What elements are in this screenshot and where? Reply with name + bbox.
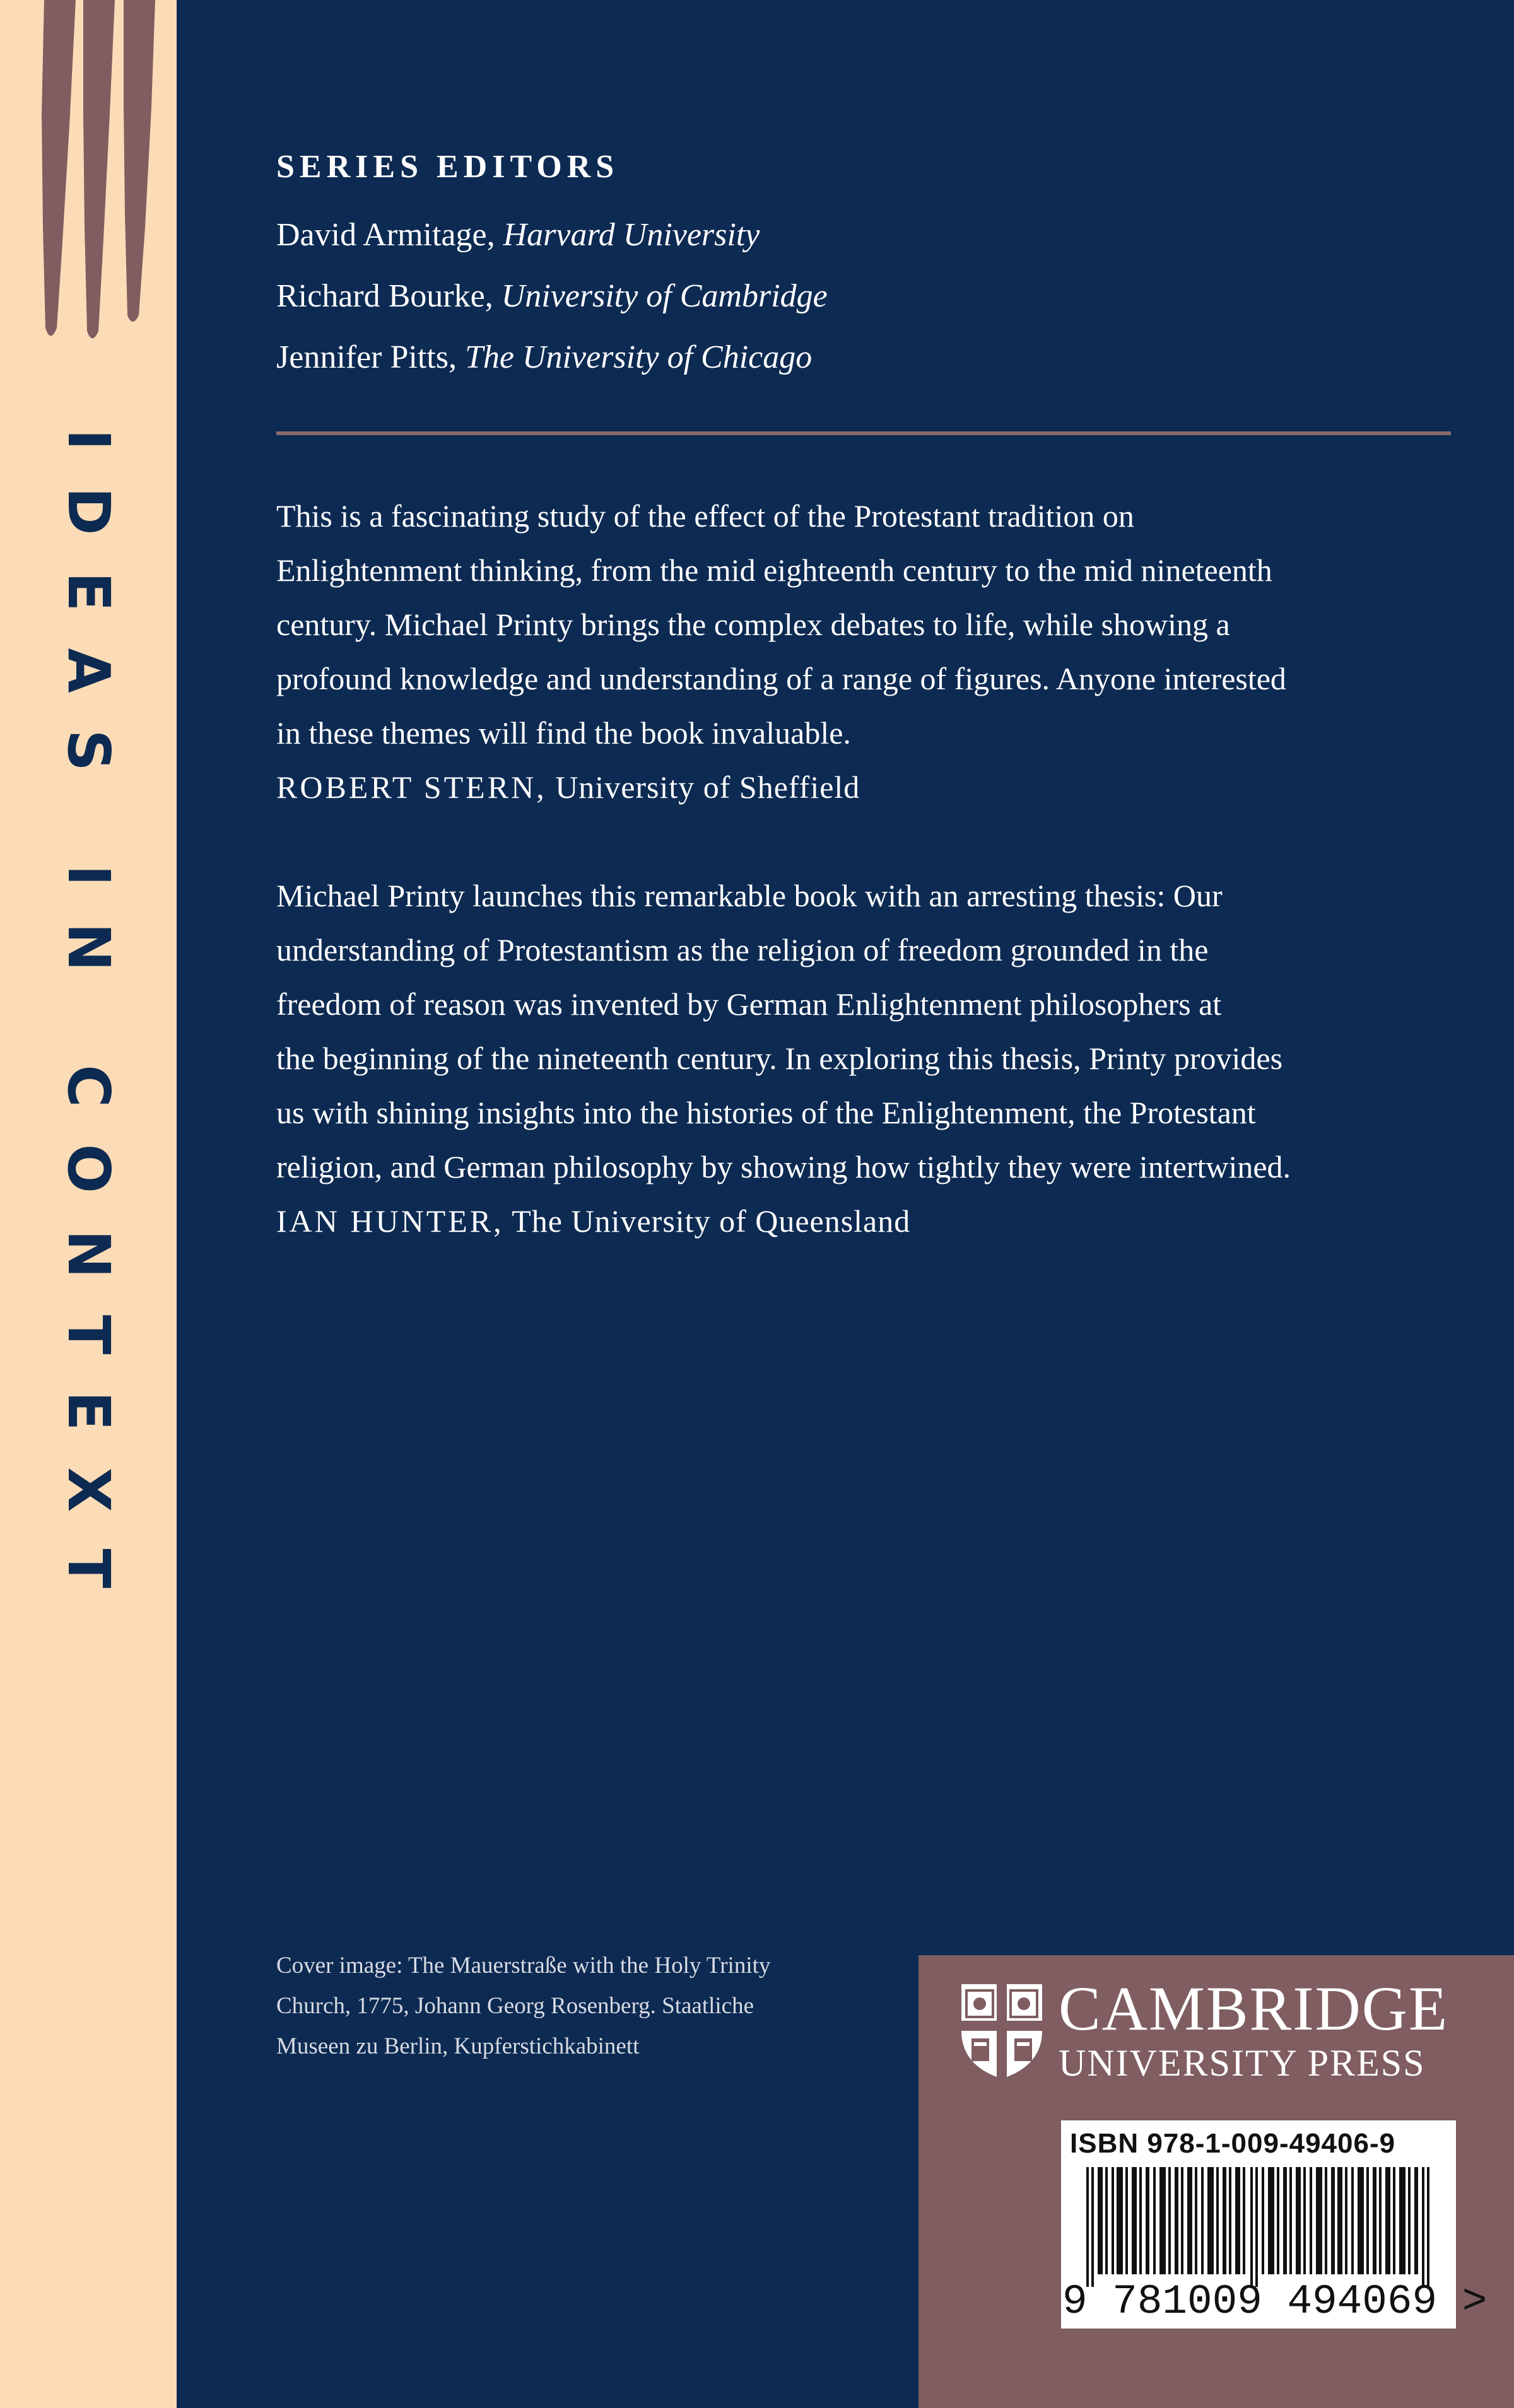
- endorsement-line: religion, and German philosophy by showing how tightly they were intertwined.: [276, 1149, 1291, 1184]
- cambridge-shield-icon: [958, 1980, 1046, 2081]
- editor-affiliation: University of Cambridge: [501, 278, 828, 314]
- endorsement-line: century. Michael Printy brings the complex debates to life, while showing a: [276, 607, 1230, 642]
- publisher-name-line1: CAMBRIDGE: [1059, 1973, 1449, 2043]
- credit-line: Cover image: The Mauerstraße with the Holy Trinity: [276, 1953, 771, 1978]
- editor-name: Jennifer Pitts,: [276, 339, 457, 375]
- publisher-name: [1059, 1973, 1449, 2084]
- endorsement-line: Enlightenment thinking, from the mid eighteenth century to the mid nineteenth: [276, 552, 1272, 588]
- editor-name: David Armitage,: [276, 217, 495, 253]
- spine-series-title: IDEAS IN CONTEXT: [55, 429, 122, 1625]
- endorsement-attribution: [276, 1194, 1475, 1248]
- section-divider: [276, 431, 1451, 435]
- endorsement-hunter: [276, 868, 1475, 1248]
- editor-affiliation: The University of Chicago: [464, 339, 813, 375]
- cover-image-credit: [276, 1946, 876, 2067]
- editor-row: [276, 266, 828, 327]
- endorser-affiliation: University of Sheffield: [555, 769, 860, 805]
- editor-row: [276, 327, 828, 388]
- editor-name: Richard Bourke,: [276, 278, 493, 314]
- endorser-name: IAN HUNTER,: [276, 1203, 504, 1239]
- endorsement-line: us with shining insights into the histories of the Enlightenment, the Protestant: [276, 1095, 1256, 1130]
- credit-line: Museen zu Berlin, Kupferstichkabinett: [276, 2033, 640, 2059]
- spine-stripes-decoration: [32, 0, 158, 353]
- endorsement-line: understanding of Protestantism as the religion of freedom grounded in the: [276, 932, 1209, 967]
- endorsement-line: the beginning of the nineteenth century. In exploring this thesis, Printy provides: [276, 1041, 1283, 1076]
- barcode-digits: 9 781009 494069 >: [1062, 2278, 1488, 2325]
- spine: [0, 0, 177, 2408]
- publisher-name-line2: UNIVERSITY PRESS: [1059, 2042, 1426, 2084]
- endorsement-stern: [276, 489, 1475, 814]
- endorser-affiliation: The University of Queensland: [512, 1203, 911, 1239]
- endorsement-line: in these themes will find the book invaluable.: [276, 715, 851, 751]
- endorsement-line: profound knowledge and understanding of a range of figures. Anyone interested: [276, 661, 1286, 696]
- endorsement-line: Michael Printy launches this remarkable book with an arresting thesis: Our: [276, 878, 1223, 913]
- editor-row: [276, 204, 828, 266]
- isbn-label: ISBN 978-1-009-49406-9: [1070, 2128, 1396, 2159]
- series-editors-heading: SERIES EDITORS: [276, 149, 619, 185]
- series-editors: [276, 148, 828, 388]
- barcode-bars: [1086, 2167, 1440, 2287]
- endorsement-line: freedom of reason was invented by German Enlightenment philosophers at: [276, 986, 1222, 1022]
- isbn-barcode: [1061, 2120, 1488, 2329]
- publisher-panel: [918, 1955, 1514, 2408]
- endorsement-attribution: [276, 760, 1475, 814]
- credit-line: Church, 1775, Johann Georg Rosenberg. Staatliche: [276, 1993, 754, 2019]
- endorsement-line: This is a fascinating study of the effect of the Protestant tradition on: [276, 498, 1134, 534]
- editor-affiliation: Harvard University: [503, 217, 760, 253]
- endorser-name: ROBERT STERN,: [276, 769, 547, 805]
